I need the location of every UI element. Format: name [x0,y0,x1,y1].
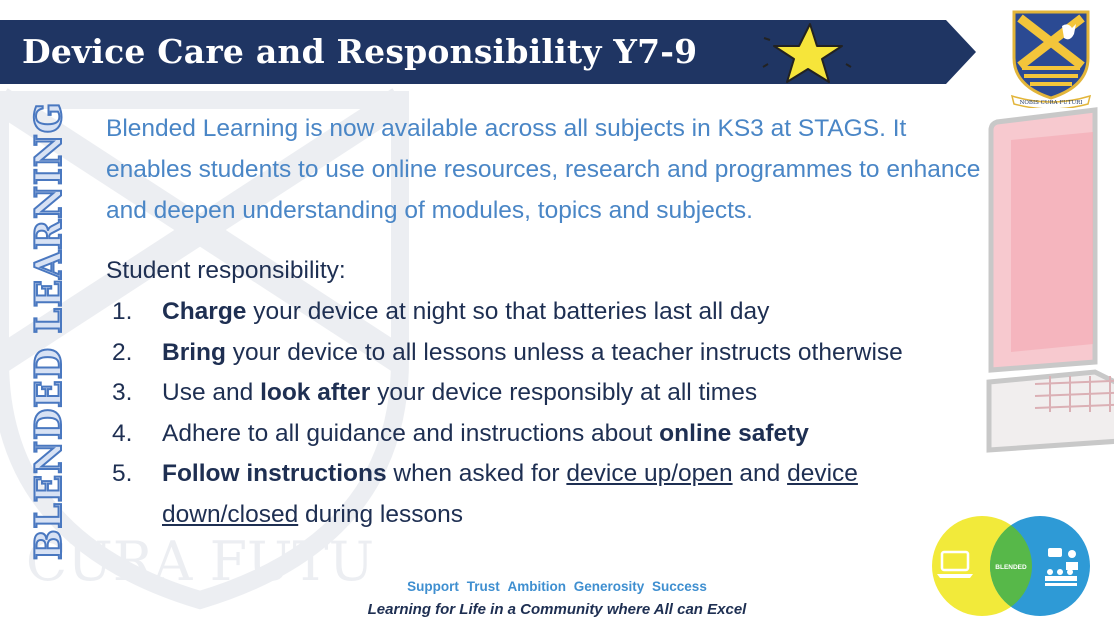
value-ambition: Ambition [507,579,566,594]
value-support: Support [407,579,459,594]
footer-tagline: Learning for Life in a Community where All can Excel [367,601,747,618]
item-keyword: Follow instructions [162,460,387,487]
list-number: 2. [112,338,133,366]
list-item [106,414,986,455]
value-trust: Trust [466,579,500,594]
device-down-closed-phrase: device down/closed [162,460,858,528]
list-item [106,454,986,535]
venn-center-label: BLENDED [995,564,1027,571]
list-number: 5. [112,460,133,487]
responsibility-heading: Student responsibility: [106,257,346,284]
star-icon [762,20,852,90]
item-text-prefix: Adhere to all guidance and instructions about [162,419,660,447]
item-text: your device responsibly at all times [370,379,758,406]
school-crest-icon [1010,8,1092,108]
crest-motto: NOBIS CURA FUTURI [1019,100,1083,106]
laptop-illustration-icon [975,100,1114,460]
item-keyword: online safety [659,419,809,447]
item-text-prefix: Use and [162,379,261,406]
item-text: your device to all lessons unless a teacher instructs otherwise [225,338,903,366]
item-text: your device at night so that batteries last all day [246,298,770,325]
list-item [106,373,986,414]
page-title: Device Care and Responsibility Y7-9 [22,32,698,71]
item-keyword: Charge [162,298,247,325]
list-number: 4. [112,419,133,447]
item-keyword: Bring [162,338,226,366]
item-text: when asked for [386,460,567,487]
list-item [106,292,986,333]
value-success: Success [652,579,707,594]
list-number: 3. [112,379,133,406]
item-text-mid: and [732,460,788,487]
responsibility-list [106,292,986,535]
footer-values [0,579,1114,594]
watermark-text: CURA FUTU [25,530,375,593]
device-up-open-phrase: device up/open [566,460,733,487]
vertical-section-label: BLENDED LEARNING [28,101,70,560]
list-item [106,333,986,374]
list-number: 1. [112,298,133,325]
intro-paragraph: Blended Learning is now available across all subjects in KS3 at STAGS. It enables students to use online resources, research and programmes to enhance and deepen understanding of modules, topics and subjects. [106,115,981,224]
item-keyword: look after [260,379,371,406]
item-text-tail: during lessons [298,500,463,528]
value-generosity: Generosity [573,579,645,594]
